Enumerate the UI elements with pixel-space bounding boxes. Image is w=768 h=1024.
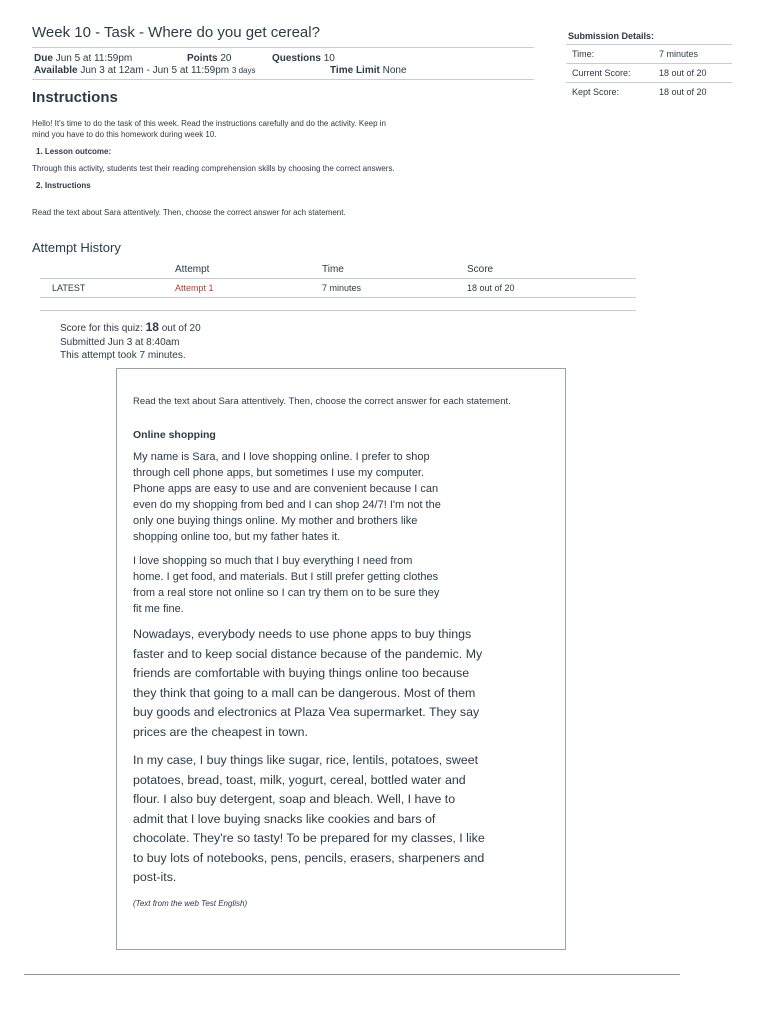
reading-source-note: (Text from the web Test English) (133, 899, 248, 908)
column-header-time: Time (322, 264, 344, 275)
attempt-duration: This attempt took 7 minutes. (60, 350, 186, 361)
column-header-score: Score (467, 264, 494, 275)
paragraph-line: Phone apps are easy to use and are convenient because I can (133, 483, 439, 495)
meta-divider (32, 79, 534, 80)
lesson-outcome-label: 1. Lesson outcome: (36, 147, 112, 156)
paragraph-line: fit me fine. (133, 603, 184, 615)
questions-value: 10 (323, 53, 335, 64)
current-score-label: Current Score: (572, 68, 631, 78)
points (187, 53, 231, 64)
attempt-time: 7 minutes (322, 283, 362, 293)
column-header-attempt: Attempt (175, 264, 210, 275)
reading-intro: Read the text about Sara attentively. Then, choose the correct answer for each statement. (133, 396, 511, 407)
paragraph-2 (133, 553, 553, 617)
instructions-item-label: 2. Instructions (36, 181, 91, 190)
paragraph-line: shopping online too, but my father hates it. (133, 531, 341, 543)
reading-passage-box (116, 368, 566, 950)
available-days: 3 days (231, 66, 256, 75)
paragraph-line: home. I get food, and materials. But I still prefer getting clothes (133, 571, 439, 583)
current-score-value: 18 out of 20 (659, 68, 707, 78)
due-value: Jun 5 at 11:59pm (55, 53, 133, 64)
due-label: Due (34, 53, 53, 64)
instructions-intro-line-1: Hello! It's time to do the task of this week. Read the instructions carefully and do the activity. Keep in (32, 119, 387, 128)
questions-label: Questions (272, 53, 321, 64)
available-label: Available (34, 65, 78, 76)
paragraph-line: buy goods and electronics at Plaza Vea supermarket. They say (133, 705, 480, 719)
paragraph-line: I love shopping so much that I buy everything I need from (133, 555, 413, 567)
title-divider (32, 47, 534, 48)
paragraph-line: even do my shopping from bed and I can shop 24/7! I'm not the (133, 499, 441, 511)
submission-time-label: Time: (572, 49, 595, 59)
points-label: Points (187, 53, 218, 64)
paragraph-line: My name is Sara, and I love shopping online. I prefer to shop (133, 451, 430, 463)
available-value: Jun 3 at 12am - Jun 5 at 11:59pm (80, 65, 230, 76)
submission-time-value: 7 minutes (659, 49, 699, 59)
score-prefix: Score for this quiz: (60, 323, 143, 334)
attempt-link[interactable]: Attempt 1 (175, 283, 214, 293)
paragraph-line: Nowadays, everybody needs to use phone apps to buy things (133, 627, 472, 641)
time-limit-label: Time Limit (330, 65, 380, 76)
page-title: Week 10 - Task - Where do you get cereal? (32, 24, 320, 41)
paragraph-3 (133, 625, 557, 742)
submitted-time: Submitted Jun 3 at 8:40am (60, 337, 180, 348)
paragraph-1 (133, 449, 553, 545)
quiz-score (60, 320, 201, 334)
kept-score-label: Kept Score: (572, 87, 620, 97)
questions (272, 53, 335, 64)
paragraph-line: they think that going to a mall can be dangerous. Most of them (133, 685, 476, 700)
current-score-row (566, 63, 732, 82)
due-date (34, 53, 132, 64)
paragraph-line: In my case, I buy things like sugar, rice, lentils, potatoes, sweet (133, 753, 479, 767)
paragraph-line: prices are the cheapest in town. (133, 724, 308, 739)
paragraph-line: only one buying things online. My mother and brothers like (133, 515, 418, 527)
paragraph-line: post-its. (133, 870, 177, 884)
paragraph-line: flour. I also buy detergent, soap and bleach. Well, I have to (133, 792, 456, 806)
paragraph-4 (133, 751, 557, 888)
score-suffix: out of 20 (161, 323, 201, 334)
paragraph-line: chocolate. They're so tasty! To be prepared for my classes, I like (133, 831, 485, 845)
time-limit (330, 65, 407, 76)
latest-label: LATEST (52, 283, 86, 293)
paragraph-line: faster and to keep social distance because of the pandemic. My (133, 646, 483, 661)
attempt-score: 18 out of 20 (467, 283, 515, 293)
table-header-divider (40, 278, 636, 279)
table-row-divider (40, 297, 636, 298)
kept-score-row (566, 82, 732, 101)
submission-details-title: Submission Details: (568, 31, 655, 41)
lesson-outcome-text: Through this activity, students test their reading comprehension skills by choosing the correct answers. (32, 164, 395, 173)
paragraph-line: potatoes, bread, toast, milk, yogurt, cereal, bottled water and (133, 772, 466, 787)
kept-score-value: 18 out of 20 (659, 87, 707, 97)
paragraph-line: to buy lots of notebooks, pens, pencils, erasers, sharpeners and (133, 850, 485, 865)
paragraph-line: admit that I love buying snacks like cookies and bars of (133, 811, 436, 826)
points-value: 20 (220, 53, 232, 64)
instructions-heading: Instructions (32, 89, 118, 106)
instructions-intro-line-2: mind you have to do this homework during week 10. (32, 130, 217, 139)
availability (34, 65, 255, 76)
submission-time-row (566, 44, 732, 63)
time-limit-value: None (382, 65, 407, 76)
paragraph-line: through cell phone apps, but sometimes I use my computer. (133, 467, 425, 479)
paragraph-line: friends are comfortable with buying things online too because (133, 666, 470, 680)
instructions-text: Read the text about Sara attentively. Then, choose the correct answer for ach statement. (32, 208, 346, 217)
reading-heading: Online shopping (133, 429, 216, 441)
page-bottom-divider (24, 974, 680, 975)
table-bottom-divider (40, 310, 636, 311)
attempt-history-heading: Attempt History (32, 240, 121, 255)
score-value: 18 (145, 320, 159, 334)
paragraph-line: from a real store not online so I can try them on to be sure they (133, 587, 440, 599)
